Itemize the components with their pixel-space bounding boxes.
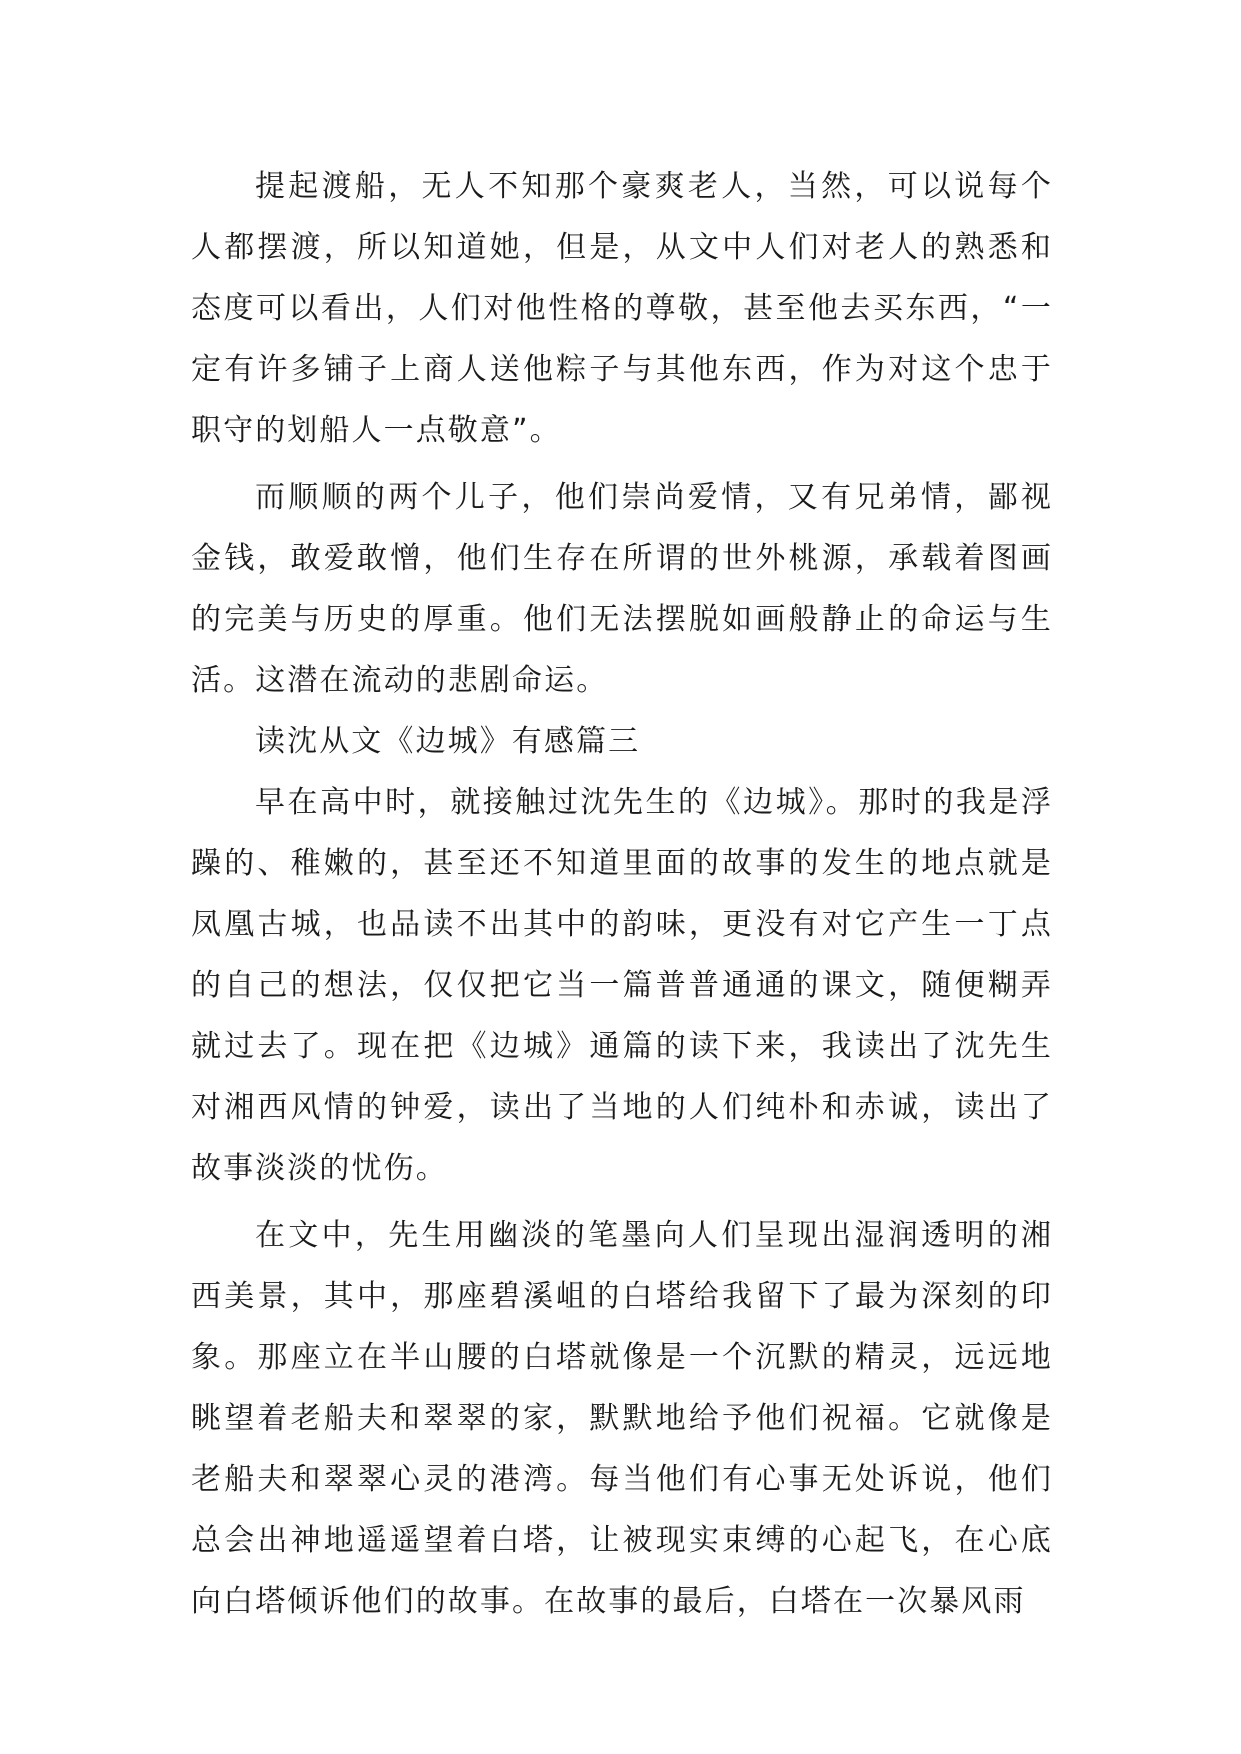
paragraph-high-school-memory: 早在高中时，就接触过沈先生的《边城》。那时的我是浮躁的、稚嫩的，甚至还不知道里面的故事的发生的地点就是凤凰古城，也品读不出其中的韵味，更没有对它产生一丁点的自己的想法，仅仅把它当一篇普普通通的课文，随便糊弄就过去了。现在把《边城》通篇的读下来，我读出了沈先生对湘西风情的钟爱，读出了当地的人们纯朴和赤诚，读出了故事淡淡的忧伤。: [191, 785, 1053, 1186]
section-heading: 读沈从文《边城》有感篇三: [255, 724, 641, 759]
paragraph-white-tower: 在文中，先生用幽淡的笔墨向人们呈现出湿润透明的湘西美景，其中，那座碧溪岨的白塔给我留下了最为深刻的印象。那座立在半山腰的白塔就像是一个沉默的精灵，远远地眺望着老船夫和翠翠的家，默默地给予他们祝福。它就像是老船夫和翠翠心灵的港湾。每当他们有心事无处诉说，他们总会出神地遥遥望着白塔，让被现实束缚的心起飞，在心底向白塔倾诉他们的故事。在故事的最后，白塔在一次暴风雨: [191, 1218, 1053, 1619]
paragraph-shunshun-sons: 而顺顺的两个儿子，他们崇尚爱情，又有兄弟情，鄙视金钱，敢爱敢憎，他们生存在所谓的世外桃源，承载着图画的完美与历史的厚重。他们无法摆脱如画般静止的命运与生活。这潜在流动的悲剧命运。: [191, 480, 1053, 698]
paragraph-ferry-old-man: 提起渡船，无人不知那个豪爽老人，当然，可以说每个人都摆渡，所以知道她，但是，从文中人们对老人的熟悉和态度可以看出，人们对他性格的尊敬，甚至他去买东西，“一定有许多铺子上商人送他粽子与其他东西，作为对这个忠于职守的划船人一点敬意”。: [191, 169, 1053, 448]
document-body: [191, 156, 1053, 1632]
